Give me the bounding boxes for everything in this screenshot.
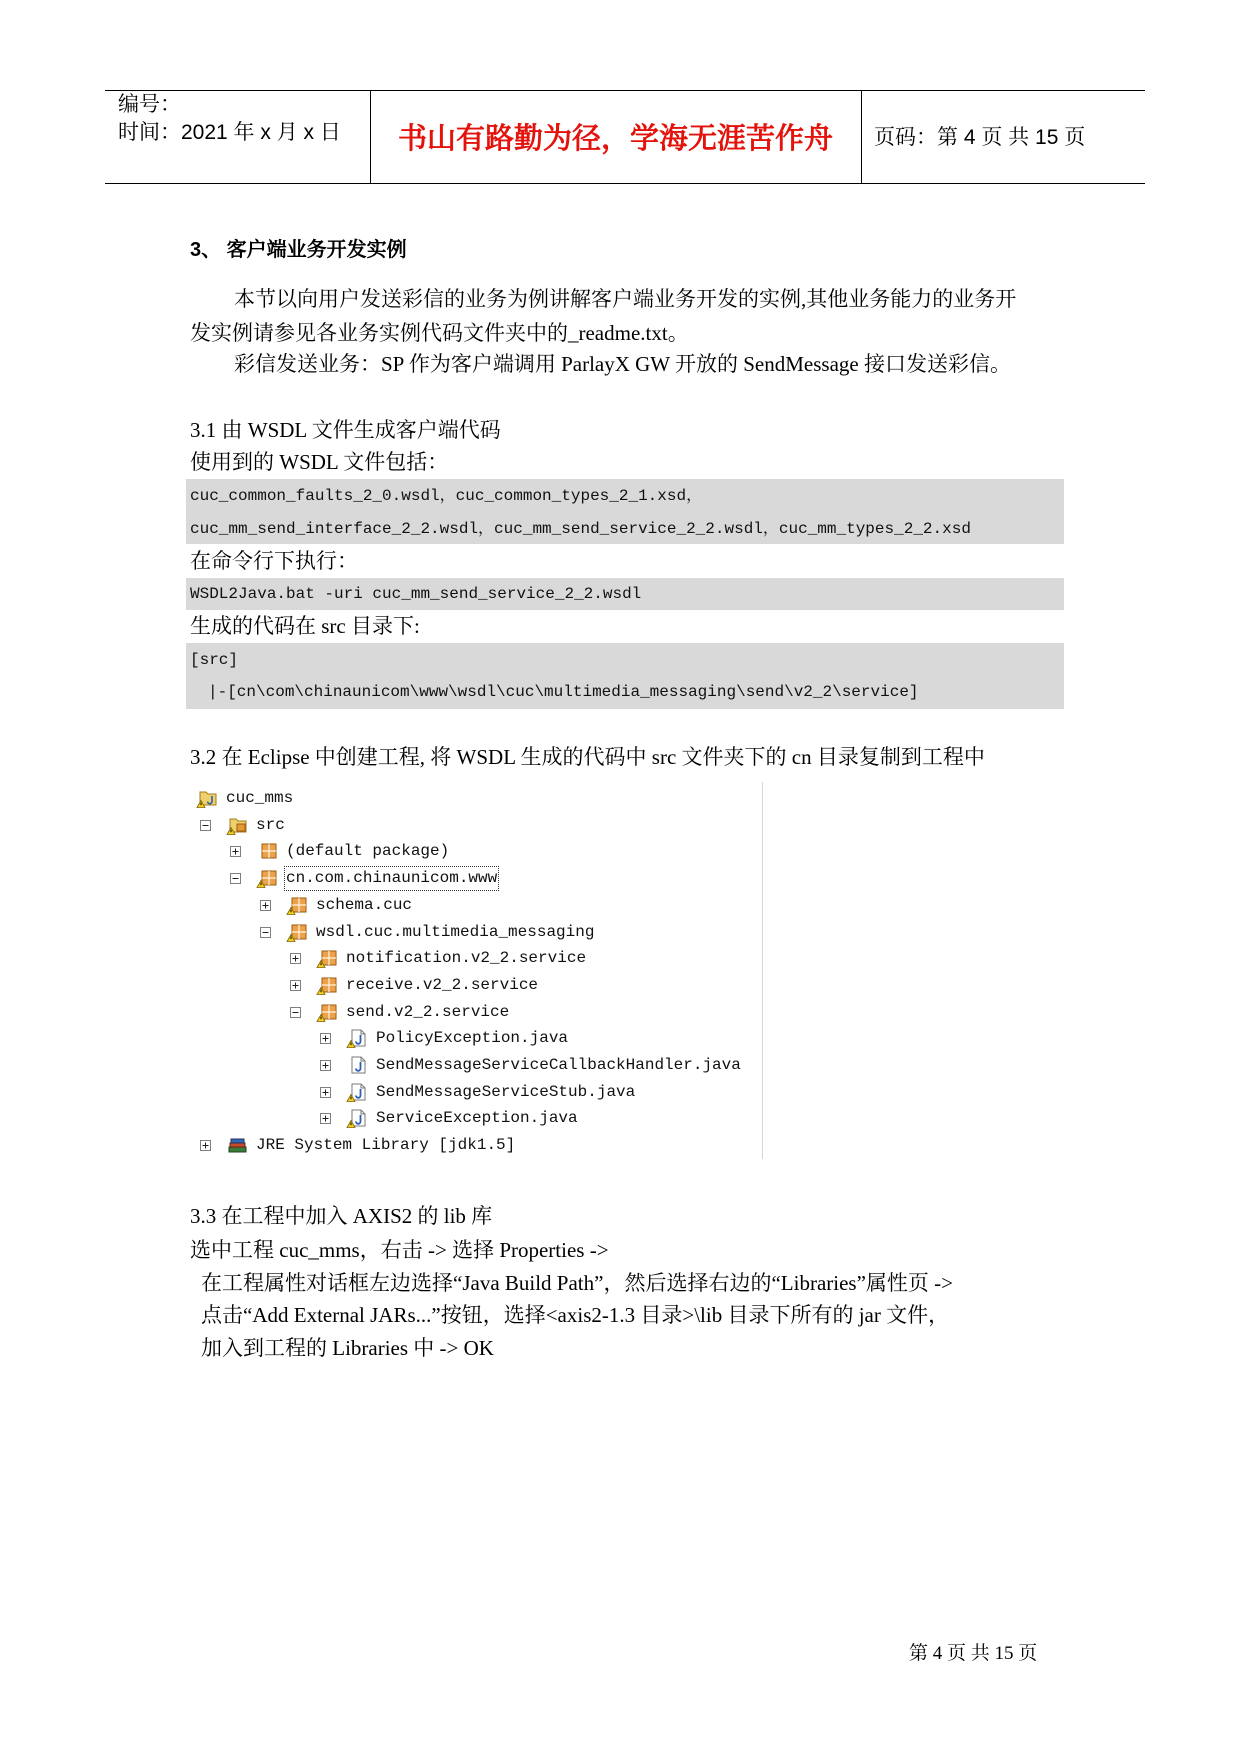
expand-toggle-icon[interactable]: [320, 1033, 331, 1044]
tree-item-label: receive.v2_2.service: [346, 975, 539, 994]
java-file-icon: [346, 1082, 368, 1102]
expand-toggle-icon[interactable]: [230, 846, 241, 857]
collapse-toggle-icon[interactable]: [260, 927, 271, 938]
tree-item[interactable]: [190, 785, 750, 812]
tree-item-label: SendMessageServiceStub.java: [376, 1082, 636, 1101]
header-number-label: 编号：: [118, 93, 181, 116]
tree-item[interactable]: [190, 1079, 750, 1106]
tree-item[interactable]: [190, 812, 750, 839]
tree-item[interactable]: [190, 999, 750, 1026]
header-time-label: 时间：2021 年 x 月 x 日: [118, 121, 341, 144]
section-3-3-heading: 3.3 在工程中加入 AXIS2 的 lib 库: [190, 1204, 493, 1228]
expand-toggle-icon[interactable]: [320, 1113, 331, 1124]
header-divider-right: [861, 90, 862, 183]
package-icon: [316, 948, 338, 968]
package-icon: [316, 975, 338, 995]
tree-item-label: PolicyException.java: [376, 1029, 569, 1048]
tree-item[interactable]: [190, 1052, 750, 1079]
code-block-output-tree: [186, 643, 1064, 709]
tree-item[interactable]: [190, 1132, 750, 1159]
tree-item-label: send.v2_2.service: [346, 1002, 510, 1021]
tree-item[interactable]: [190, 838, 750, 865]
section-3-2-heading: 3.2 在 Eclipse 中创建工程, 将 WSDL 生成的代码中 src 文件夹下的 cn 目录复制到工程中: [190, 745, 985, 769]
code-line: cuc_mm_send_interface_2_2.wsdl，cuc_mm_send_service_2_2.wsdl，cuc_mm_types_2_2.xsd: [190, 520, 971, 538]
package-explorer-tree: [190, 782, 763, 1159]
intro-paragraph-line-2: 发实例请参见各业务实例代码文件夹中的_readme.txt。: [190, 321, 689, 345]
tree-item-label: schema.cuc: [316, 895, 413, 914]
package-icon: [256, 868, 278, 888]
expand-toggle-icon[interactable]: [320, 1087, 331, 1098]
library-icon: [226, 1135, 248, 1155]
instruction-line-4: 加入到工程的 Libraries 中 -> OK: [201, 1336, 494, 1360]
instruction-line-2: 在工程属性对话框左边选择“Java Build Path”，然后选择右边的“Libraries”属性页 ->: [201, 1271, 953, 1295]
header-top-rule: [105, 90, 1145, 91]
tree-item-label: src: [256, 815, 285, 834]
project-icon: [196, 788, 218, 808]
instruction-line-1: 选中工程 cuc_mms，右击 -> 选择 Properties ->: [190, 1238, 609, 1262]
section-3-1-heading: 3.1 由 WSDL 文件生成客户端代码: [190, 418, 501, 442]
footer-page-number: 第 4 页 共 15 页: [909, 1643, 1038, 1664]
intro-paragraph-line-1: 本节以向用户发送彩信的业务为例讲解客户端业务开发的实例,其他业务能力的业务开: [234, 287, 1017, 311]
java-file-icon: [346, 1055, 368, 1075]
output-dir-label: 生成的代码在 src 目录下:: [190, 614, 420, 638]
tree-item[interactable]: [190, 1105, 750, 1132]
wsdl-files-label: 使用到的 WSDL 文件包括：: [190, 450, 449, 474]
intro-paragraph-line-3: 彩信发送业务：SP 作为客户端调用 ParlayX GW 开放的 SendMessage 接口发送彩信。: [234, 352, 1011, 376]
header-motto: 书山有路勤为径，学海无涯苦作舟: [397, 121, 833, 155]
tree-item-label: (default package): [286, 842, 450, 861]
expand-toggle-icon[interactable]: [290, 953, 301, 964]
tree-item[interactable]: [190, 865, 750, 892]
tree-item-label: SendMessageServiceCallbackHandler.java: [376, 1056, 741, 1074]
tree-item-label: cuc_mms: [226, 789, 294, 807]
package-icon: [256, 841, 278, 861]
header-page-label: 页码：第 4 页 共 15 页: [874, 126, 1086, 149]
command-label: 在命令行下执行：: [190, 549, 358, 573]
header-bottom-rule: [105, 183, 1145, 184]
java-file-icon: [346, 1108, 368, 1128]
tree-item-label: ServiceException.java: [376, 1109, 578, 1128]
java-file-icon: [346, 1028, 368, 1048]
code-block-command: [186, 578, 1064, 610]
expand-toggle-icon[interactable]: [290, 980, 301, 991]
tree-item[interactable]: [190, 1025, 750, 1052]
code-block-wsdl-files: [186, 479, 1064, 544]
code-line: [src]: [190, 651, 239, 669]
tree-item-label: cn.com.chinaunicom.www: [283, 865, 500, 892]
code-line: WSDL2Java.bat -uri cuc_mm_send_service_2_2.wsdl: [190, 585, 642, 603]
section-3-heading: 3、 客户端业务开发实例: [190, 239, 407, 261]
collapse-toggle-icon[interactable]: [290, 1007, 301, 1018]
instruction-line-3: 点击“Add External JARs...”按钮，选择<axis2-1.3 目录>\lib 目录下所有的 jar 文件，: [201, 1303, 950, 1327]
collapse-toggle-icon[interactable]: [200, 820, 211, 831]
code-line: cuc_common_faults_2_0.wsdl，cuc_common_types_2_1.xsd，: [190, 487, 703, 505]
package-icon: [316, 1002, 338, 1022]
expand-toggle-icon[interactable]: [260, 900, 271, 911]
source-folder-icon: [226, 815, 248, 835]
tree-item-label: notification.v2_2.service: [346, 949, 587, 968]
tree-item[interactable]: [190, 945, 750, 972]
tree-item[interactable]: [190, 892, 750, 919]
code-line: |-[cn\com\chinaunicom\www\wsdl\cuc\multimedia_messaging\send\v2_2\service]: [208, 683, 919, 701]
package-icon: [286, 895, 308, 915]
expand-toggle-icon[interactable]: [200, 1140, 211, 1151]
tree-item-label: JRE System Library [jdk1.5]: [256, 1136, 516, 1155]
tree-item-label: wsdl.cuc.multimedia_messaging: [316, 922, 595, 941]
expand-toggle-icon[interactable]: [320, 1060, 331, 1071]
package-icon: [286, 922, 308, 942]
tree-item[interactable]: [190, 919, 750, 946]
collapse-toggle-icon[interactable]: [230, 873, 241, 884]
tree-item[interactable]: [190, 972, 750, 999]
